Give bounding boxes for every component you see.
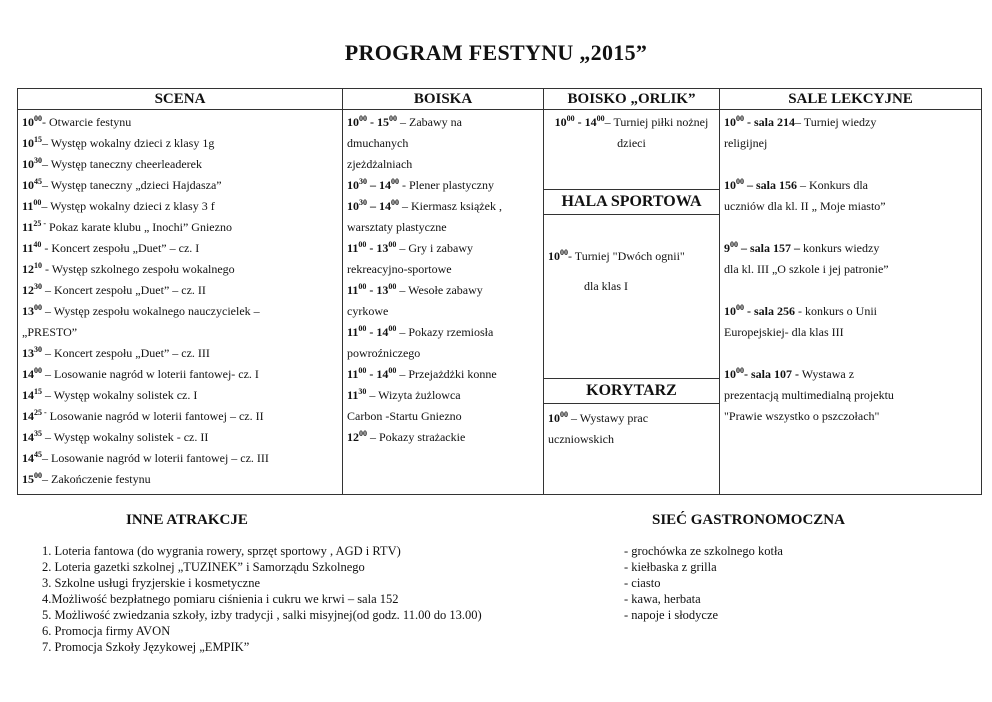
sale-item — [724, 241, 977, 255]
time-minutes: 45 — [34, 450, 42, 459]
scena-item — [22, 178, 338, 192]
scena-item-text: – Koncert zespołu „Duet” – cz. II — [42, 283, 206, 297]
time-minutes: 25 - — [34, 408, 47, 417]
boiska-item — [347, 346, 539, 360]
boiska-item-text: – Wesołe zabawy — [396, 283, 483, 297]
sale-item-text: Wystawa z — [799, 367, 855, 381]
time-label — [347, 430, 367, 444]
time-label: $15^{00}$ — [22, 471, 42, 486]
scena-item-text: – Losowanie nagród w loterii fantowej- cz. I — [42, 367, 259, 381]
time-label — [347, 178, 399, 192]
boiska-item — [347, 304, 539, 318]
time-hour: 11 — [347, 241, 359, 255]
scena-item — [22, 157, 338, 171]
scena-item — [22, 304, 338, 318]
scena-item — [22, 136, 338, 150]
time-minutes-end: 00 — [388, 282, 397, 291]
scena-header: SCENA — [18, 89, 342, 110]
inne-item: 6. Promocja firmy AVON — [42, 624, 171, 638]
sale-item — [724, 304, 977, 318]
time-hour-end: - 15 — [367, 115, 389, 129]
boiska-item-text: rekreacyjno-sportowe — [347, 262, 452, 276]
time-label — [347, 199, 399, 213]
boiska-item — [347, 115, 539, 129]
time-minutes: 00 — [358, 366, 367, 375]
orlik-column — [543, 88, 720, 495]
time-hour: 10 — [724, 178, 736, 192]
time-hour: 10 — [724, 304, 736, 318]
scena-item-text: – Koncert zespołu „Duet” – cz. III — [42, 346, 210, 360]
scena-item — [22, 199, 338, 213]
time-hour: 9 — [724, 241, 730, 255]
inne-list — [42, 543, 482, 655]
time-label: $14^{00}$ — [22, 366, 42, 381]
inne-title: INNE ATRAKCJE — [126, 512, 248, 528]
time-label: $14^{35}$ — [22, 429, 42, 444]
scena-item — [22, 367, 338, 381]
boiska-item-text: – Pokazy strażackie — [367, 430, 466, 444]
siec-item: - kiełbaska z grilla — [624, 560, 717, 574]
time-minutes: 15 — [34, 135, 42, 144]
time-hour: 11 — [347, 367, 359, 381]
siec-item: - grochówka ze szkolnego kotła — [624, 544, 783, 558]
time-minutes-end: 00 — [388, 366, 397, 375]
sale-item-text: uczniów dla kl. II „ Moje miasto” — [724, 199, 886, 213]
inne-item: 2. Loteria gazetki szkolnej „TUZINEK” i Samorządu Szkolnego — [42, 560, 365, 574]
sale-item-text: konkurs wiedzy — [800, 241, 880, 255]
time-minutes: 00 — [736, 366, 744, 375]
boiska-item-text: cyrkowe — [347, 304, 389, 318]
time-minutes: 10 — [34, 261, 42, 270]
boiska-item — [347, 325, 539, 339]
room-label: - sala 107 - — [744, 367, 799, 381]
time-label: $14^{25 -}$ — [22, 408, 47, 423]
time-hour-end: - 14 — [366, 325, 389, 339]
inne-item: 5. Możliwość zwiedzania szkoły, izby tradycji , salki misyjnej(od godz. 11.00 do 13.00) — [42, 608, 482, 622]
boiska-item — [347, 220, 539, 234]
time-minutes: 00 — [736, 303, 744, 312]
schedule-table — [17, 88, 982, 495]
time-hour-end: - 14 — [366, 367, 389, 381]
time-hour: 10 — [724, 115, 736, 129]
hala-line-1: $10^{00}-$ Turniej "Dwóch ognii" — [548, 248, 685, 263]
boiska-item — [347, 199, 539, 213]
time-label: $11^{00}$ — [22, 198, 42, 213]
boiska-item-text: zjeżdżalniach — [347, 157, 413, 171]
boiska-item-text: – Zabawy na — [397, 115, 462, 129]
time-minutes: 00 — [358, 324, 367, 333]
inne-item: 3. Szkolne usługi fryzjerskie i kosmetyczne — [42, 576, 260, 590]
scena-item — [22, 451, 338, 465]
time-minutes: 30 — [34, 345, 42, 354]
hala-header: HALA SPORTOWA — [544, 189, 719, 215]
scena-item — [22, 409, 338, 423]
time-hour: 10 — [347, 199, 359, 213]
time-minutes: 00 — [359, 429, 367, 438]
boiska-item-text: – Kiermasz książek , — [399, 199, 502, 213]
time-minutes: 15 — [34, 387, 42, 396]
time-label: $10^{15}$ — [22, 135, 42, 150]
scena-item — [22, 325, 338, 339]
scena-item — [22, 283, 338, 297]
boiska-item — [347, 388, 539, 402]
sale-item-text: – Konkurs dla — [797, 178, 869, 192]
boiska-item-text: warsztaty plastyczne — [347, 220, 447, 234]
scena-item-text: - Koncert zespołu „Duet” – cz. I — [41, 241, 200, 255]
time-minutes: 00 — [359, 114, 367, 123]
time-minutes-end: 00 — [391, 177, 399, 186]
time-minutes: 30 — [359, 198, 367, 207]
time-minutes: 00 — [736, 114, 744, 123]
boiska-item-text: dmuchanych — [347, 136, 409, 150]
sale-item — [724, 199, 977, 213]
scena-item-text: - Występ szkolnego zespołu wokalnego — [42, 262, 235, 276]
siec-item: - kawa, herbata — [624, 592, 701, 606]
time-label: $10^{45}$ — [22, 177, 42, 192]
inne-item: 4.Możliwość bezpłatnego pomiaru ciśnienia i cukru we krwi – sala 152 — [42, 592, 399, 606]
time-label — [724, 367, 799, 381]
korytarz-header: KORYTARZ — [544, 378, 719, 404]
time-label — [347, 367, 396, 381]
page-title: PROGRAM FESTYNU „2015” — [344, 40, 648, 65]
time-minutes: 00 — [34, 471, 42, 480]
scena-item-text: – Występ wokalny dzieci z klasy 1g — [42, 136, 215, 150]
sale-item-text: "Prawie wszystko o pszczołach" — [724, 409, 880, 423]
scena-item — [22, 388, 338, 402]
sale-item-text: - konkurs o Unii — [795, 304, 877, 318]
time-minutes: 30 — [34, 282, 42, 291]
hala-line-2: dla klas I — [584, 279, 628, 293]
time-label — [347, 388, 366, 402]
sale-item — [724, 409, 977, 423]
time-label — [724, 241, 800, 255]
scena-item-text: – Występ wokalny solistek - cz. II — [42, 430, 209, 444]
time-minutes: 30 — [358, 387, 367, 396]
time-hour: 11 — [347, 283, 359, 297]
time-label — [347, 325, 396, 339]
boiska-column — [342, 88, 544, 495]
boiska-item — [347, 157, 539, 171]
room-label: – sala 157 – — [738, 241, 801, 255]
sale-item — [724, 367, 977, 381]
time-label — [724, 178, 797, 192]
time-minutes-end: 00 — [388, 324, 397, 333]
scena-item — [22, 262, 338, 276]
scena-item — [22, 472, 338, 486]
inne-item: 7. Promocja Szkoły Językowej „EMPIK” — [42, 640, 250, 654]
boiska-item — [347, 241, 539, 255]
time-label — [347, 283, 396, 297]
time-label: $11^{25 -}$ — [22, 219, 47, 234]
time-label: $14^{15}$ — [22, 387, 42, 402]
time-minutes: 00 — [358, 282, 367, 291]
sale-item-text: religijnej — [724, 136, 768, 150]
time-minutes: 45 — [34, 177, 42, 186]
time-label: $13^{30}$ — [22, 345, 42, 360]
scena-item-text: - Otwarcie festynu — [42, 115, 132, 129]
time-label: $10^{30}$ — [22, 156, 42, 171]
time-label: $12^{10}$ — [22, 261, 42, 276]
siec-title: SIEĆ GASTRONOMOCZNA — [652, 512, 845, 528]
time-minutes: 00 — [736, 177, 744, 186]
scena-item-text: – Występ taneczny cheerleaderek — [42, 157, 202, 171]
time-label — [347, 115, 397, 129]
scena-item — [22, 241, 338, 255]
scena-item-text: – Występ taneczny „dzieci Hajdasza” — [42, 178, 222, 192]
time-hour-end: - 13 — [366, 283, 389, 297]
sale-item-text: – Turniej wiedzy — [795, 115, 877, 129]
time-label: $11^{40}$ — [22, 240, 42, 255]
korytarz-line-2: uczniowskich — [548, 432, 614, 446]
time-hour: 10 — [347, 178, 359, 192]
orlik-header: BOISKO „ORLIK” — [544, 89, 719, 110]
time-minutes: 25 - — [33, 219, 47, 228]
sale-column — [719, 88, 982, 495]
time-label — [724, 115, 795, 129]
sale-item-text: dla kl. III „O szkole i jej patronie” — [724, 262, 889, 276]
time-minutes: 35 — [34, 429, 42, 438]
orlik-line-1: $10^{00} - 14^{00}-$ Turniej piłki nożnej — [554, 114, 709, 129]
time-minutes-end: 00 — [391, 198, 399, 207]
scena-item — [22, 430, 338, 444]
boiska-item — [347, 409, 539, 423]
scena-item-text: Losowanie nagród w loterii fantowej – cz. II — [46, 409, 264, 423]
inne-item: 1. Loteria fantowa (do wygrania rowery, sprzęt sportowy , AGD i RTV) — [42, 544, 401, 558]
scena-item-text: – Występ wokalny dzieci z klasy 3 f — [41, 199, 215, 213]
siec-list — [624, 543, 783, 623]
sale-header: SALE LEKCYJNE — [720, 89, 981, 110]
room-label: – sala 156 — [744, 178, 798, 192]
time-minutes: 40 — [33, 240, 42, 249]
time-hour-end: – 14 — [367, 199, 391, 213]
sale-item — [724, 388, 977, 402]
sale-item — [724, 115, 977, 129]
sale-item — [724, 325, 977, 339]
scena-item-text: – Występ wokalny solistek cz. I — [42, 388, 198, 402]
sale-item — [724, 262, 977, 276]
time-label — [724, 304, 795, 318]
scena-column — [17, 88, 343, 495]
scena-item — [22, 346, 338, 360]
time-label: $14^{45}$ — [22, 450, 42, 465]
scena-item-text: Pokaz karate klubu „ Inochi” Gniezno — [46, 220, 232, 234]
time-hour: 10 — [347, 115, 359, 129]
sale-item-text: Europejskiej- dla klas III — [724, 325, 844, 339]
scena-item-text: – Występ zespołu wokalnego nauczycielek – — [42, 304, 260, 318]
time-minutes: 30 — [34, 156, 42, 165]
time-hour: 11 — [347, 325, 359, 339]
scena-item-text: – Zakończenie festynu — [42, 472, 151, 486]
sale-item — [724, 178, 977, 192]
room-label: - sala 256 — [744, 304, 795, 318]
boiska-item-text: – Gry i zabawy — [396, 241, 473, 255]
boiska-item — [347, 367, 539, 381]
boiska-item-text: – Wizyta żużlowca — [366, 388, 461, 402]
scena-item — [22, 115, 338, 129]
time-hour-end: – 14 — [367, 178, 391, 192]
korytarz-line-1: $10^{00}$ – Wystawy prac — [548, 410, 649, 425]
boiska-item-text: – Pokazy rzemiosła — [396, 325, 494, 339]
boiska-item-text: – Przejażdżki konne — [396, 367, 497, 381]
time-hour: 12 — [347, 430, 359, 444]
boiska-item — [347, 262, 539, 276]
time-minutes: 00 — [34, 303, 42, 312]
sale-item — [724, 136, 977, 150]
time-minutes: 30 — [359, 177, 367, 186]
time-minutes: 00 — [34, 114, 42, 123]
scena-item — [22, 220, 338, 234]
siec-item: - napoje i słodycze — [624, 608, 719, 622]
time-hour: 10 — [724, 367, 736, 381]
time-label — [347, 241, 396, 255]
time-label: $12^{30}$ — [22, 282, 42, 297]
time-minutes: 00 — [34, 366, 42, 375]
boiska-item — [347, 136, 539, 150]
time-minutes-end: 00 — [389, 114, 397, 123]
time-minutes: 00 — [33, 198, 42, 207]
siec-item: - ciasto — [624, 576, 661, 590]
time-minutes: 00 — [358, 240, 367, 249]
boiska-item — [347, 283, 539, 297]
time-hour-end: - 13 — [366, 241, 389, 255]
scena-item-text: – Losowanie nagród w loterii fantowej – cz. III — [42, 451, 269, 465]
scena-item-text: „PRESTO” — [22, 325, 78, 339]
boiska-item — [347, 178, 539, 192]
boiska-item-text: - Plener plastyczny — [399, 178, 494, 192]
sale-item-text: prezentacją multimedialną projektu — [724, 388, 894, 402]
room-label: - sala 214 — [744, 115, 795, 129]
time-label: $10^{00}$ — [22, 114, 42, 129]
orlik-line-2: dzieci — [617, 136, 646, 150]
time-minutes: 00 — [730, 240, 738, 249]
time-label: $13^{00}$ — [22, 303, 42, 318]
time-minutes-end: 00 — [388, 240, 397, 249]
time-hour: 11 — [347, 388, 359, 402]
boiska-item — [347, 430, 539, 444]
boiska-item-text: Carbon -Startu Gniezno — [347, 409, 462, 423]
boiska-item-text: powroźniczego — [347, 346, 421, 360]
boiska-header: BOISKA — [343, 89, 543, 110]
